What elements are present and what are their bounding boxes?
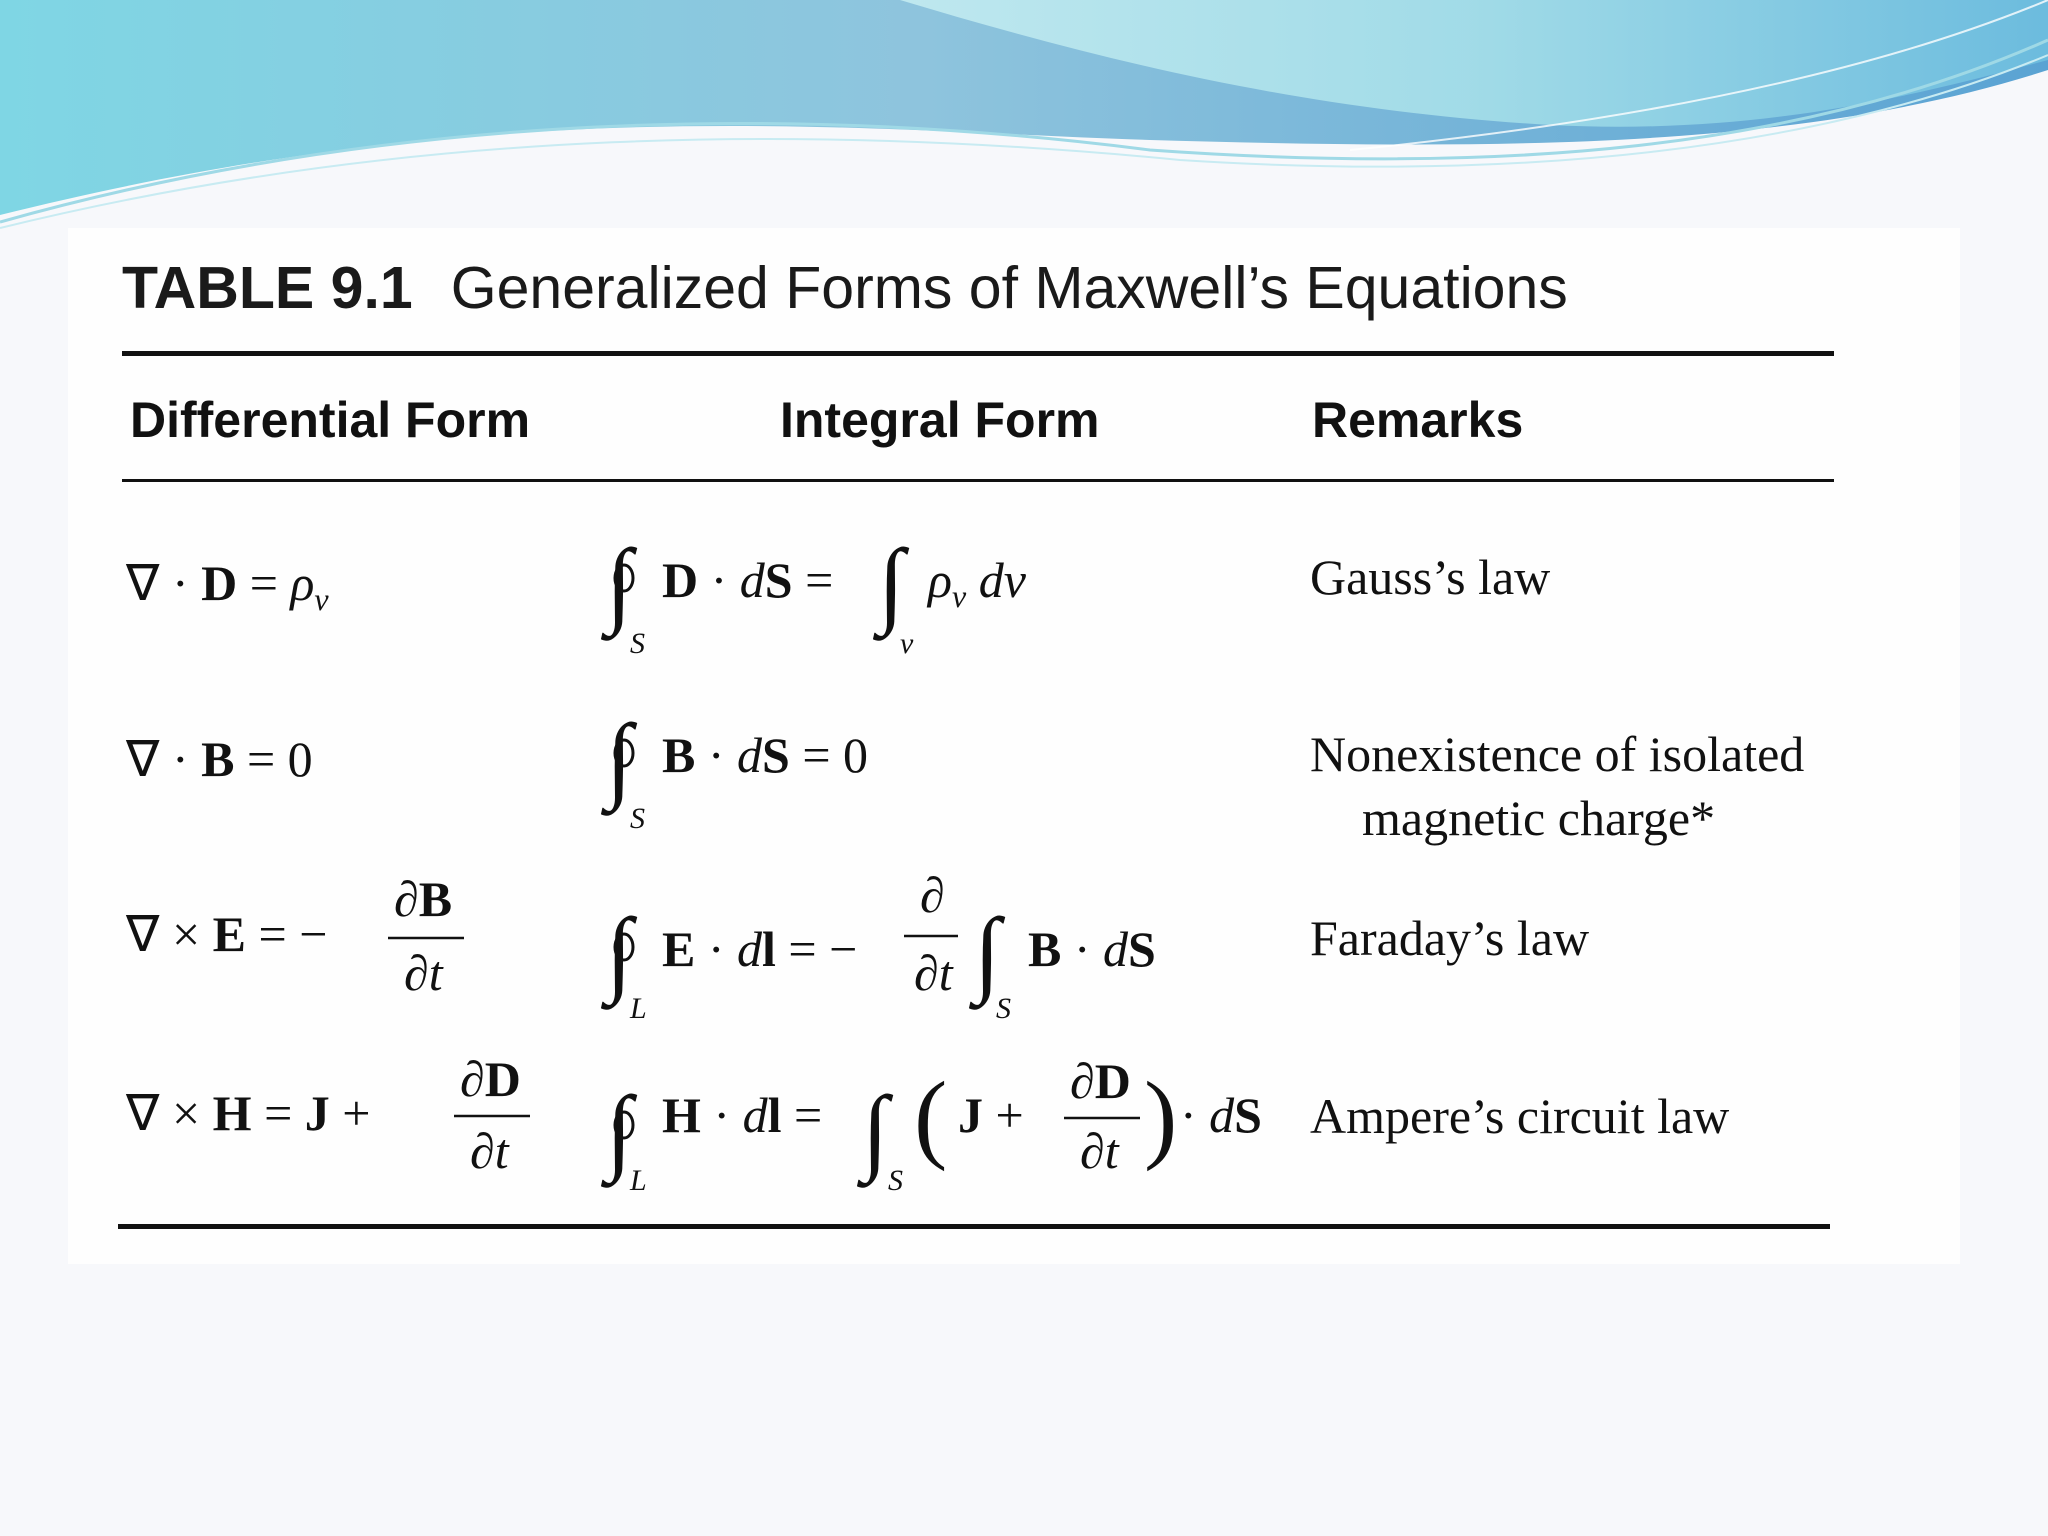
svg-text:v: v — [900, 627, 914, 660]
svg-text:∂: ∂ — [920, 867, 945, 923]
svg-text:∂D: ∂D — [1070, 1053, 1131, 1109]
svg-text:D · dS =: D · dS = — [662, 552, 834, 608]
svg-text:∫: ∫ — [974, 898, 1001, 1005]
svg-text:∂t: ∂t — [914, 945, 953, 1001]
svg-text:∇ · B = 0: ∇ · B = 0 — [126, 731, 313, 787]
remark-line: Ampere’s circuit law — [1310, 1088, 1730, 1144]
table-title — [122, 248, 1568, 328]
row3-remark — [1310, 906, 1589, 970]
header-differential-form: Differential Form — [130, 392, 531, 448]
svg-text:L: L — [630, 992, 647, 1025]
svg-text:L: L — [630, 1164, 647, 1197]
svg-text:S: S — [996, 992, 1011, 1025]
bottom-rule — [118, 1224, 1830, 1229]
header-rule — [122, 479, 1834, 482]
svg-text:S: S — [630, 802, 645, 835]
row4-integral-equation — [596, 1038, 1296, 1198]
table-caption: Generalized Forms of Maxwell’s Equations — [450, 255, 1568, 321]
svg-text:S: S — [630, 627, 645, 660]
header-integral-form: Integral Form — [780, 392, 1100, 448]
svg-text:∂t: ∂t — [470, 1123, 509, 1179]
row4-differential-equation — [120, 1046, 540, 1196]
top-rule — [122, 351, 1834, 356]
svg-text:J +: J + — [958, 1087, 1024, 1143]
svg-text:∫: ∫ — [606, 704, 633, 811]
svg-text:∂D: ∂D — [460, 1051, 521, 1107]
svg-text:∇ · D = ρv: ∇ · $D = \rho_v$ — [126, 555, 329, 617]
svg-text:ρv dv: $\rho_v$ dv — [928, 552, 1026, 614]
svg-text:E · dl = −: E · dl = − — [662, 921, 858, 977]
svg-text:H · dl =: H · dl = — [662, 1087, 823, 1143]
header-remarks: Remarks — [1312, 392, 1524, 448]
svg-text:∂t: ∂t — [1080, 1123, 1119, 1179]
svg-text:∂t: ∂t — [404, 945, 443, 1001]
remark-line: Nonexistence of isolated — [1310, 726, 1805, 782]
svg-text:∇ × E = −: ∇ × E = − — [126, 906, 328, 962]
row3-integral-equation — [596, 866, 1296, 1026]
svg-text:(: ( — [914, 1061, 948, 1172]
svg-text:B · dS = 0: B · dS = 0 — [662, 727, 869, 783]
svg-text:): ) — [1144, 1061, 1178, 1172]
table-number: TABLE 9.1 — [122, 255, 413, 321]
row2-integral-equation — [596, 680, 996, 840]
svg-text:S: S — [888, 1164, 903, 1197]
svg-text:· dS: · dS — [1180, 1087, 1262, 1143]
remark-line: Faraday’s law — [1310, 910, 1590, 966]
svg-text:∫: ∫ — [878, 529, 905, 636]
svg-text:B · dS: B · dS — [1028, 921, 1156, 977]
svg-text:∇ × H = J +: ∇ × H = J + — [126, 1085, 371, 1141]
svg-text:∫: ∫ — [606, 898, 633, 1005]
row1-integral-equation — [596, 505, 1096, 665]
svg-text:∫: ∫ — [606, 529, 633, 636]
remark-line: Gauss’s law — [1310, 549, 1551, 605]
row3-differential-equation — [120, 866, 500, 1016]
row1-remark — [1310, 545, 1550, 609]
row1-differential-equation — [120, 530, 480, 630]
decorative-wave-header — [0, 0, 2048, 260]
svg-text:∫: ∫ — [606, 1076, 633, 1183]
row4-remark — [1310, 1084, 1729, 1148]
row2-remark — [1310, 722, 1804, 850]
svg-text:∫: ∫ — [862, 1076, 889, 1183]
remark-line: magnetic charge* — [1362, 790, 1716, 846]
row2-differential-equation — [120, 706, 480, 806]
svg-text:∂B: ∂B — [394, 871, 453, 927]
